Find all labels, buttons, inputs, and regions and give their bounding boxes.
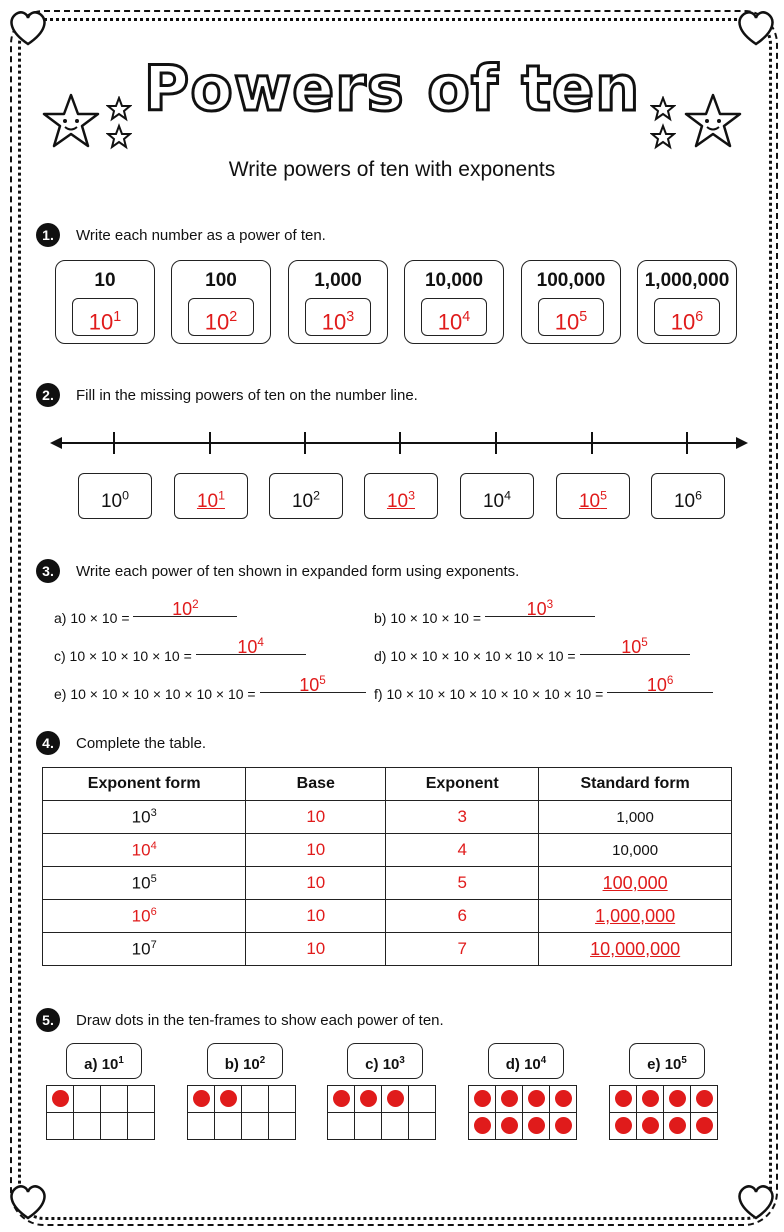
exponent-cell[interactable]: 7 <box>386 933 539 966</box>
standard-form-cell[interactable]: 10,000,000 <box>539 933 732 966</box>
ten-frame-cell[interactable] <box>496 1086 523 1113</box>
power-answer-box[interactable]: $10^6$ <box>654 298 720 336</box>
ten-frame-cell[interactable] <box>355 1086 382 1113</box>
ten-frame-cell[interactable] <box>496 1113 523 1140</box>
ten-frame-cell[interactable] <box>47 1086 74 1113</box>
ten-frame-cell[interactable] <box>128 1113 155 1140</box>
ten-frame-label: b) $10^2$ <box>207 1043 283 1079</box>
ten-frame-cell[interactable] <box>188 1113 215 1140</box>
ten-frame-cell[interactable] <box>242 1113 269 1140</box>
number-card <box>521 260 621 344</box>
number-line-box: $10^2$ <box>269 473 343 519</box>
question-number: 5. <box>36 1008 60 1032</box>
question-text: Write each power of ten shown in expanded form using exponents. <box>76 563 520 580</box>
ten-frame-cell[interactable] <box>382 1086 409 1113</box>
answer-blank[interactable]: $10^4$ <box>196 636 306 655</box>
number-card <box>404 260 504 344</box>
ten-frame <box>468 1085 577 1140</box>
table-header: Exponent form <box>43 768 246 801</box>
exponent-form-cell: $10^3$ <box>43 801 246 834</box>
red-dot <box>474 1090 491 1107</box>
table-row <box>43 834 732 867</box>
ten-frame-cell[interactable] <box>610 1086 637 1113</box>
base-cell[interactable]: 10 <box>246 801 386 834</box>
ten-frame-cell[interactable] <box>328 1113 355 1140</box>
question-text: Fill in the missing powers of ten on the number line. <box>76 387 418 404</box>
table-row <box>43 867 732 900</box>
ten-frame-cell[interactable] <box>215 1113 242 1140</box>
expanded-form-item <box>374 598 595 626</box>
ten-frame-cell[interactable] <box>128 1086 155 1113</box>
number-line-box[interactable]: $10^3$ <box>364 473 438 519</box>
ten-frame-cell[interactable] <box>691 1113 718 1140</box>
ten-frame-cell[interactable] <box>215 1086 242 1113</box>
number-card <box>637 260 737 344</box>
red-dot <box>474 1117 491 1134</box>
standard-number: 1,000,000 <box>644 270 730 291</box>
standard-form-cell: 10,000 <box>539 834 732 867</box>
page-title: Powers of ten <box>143 52 641 125</box>
power-answer-box[interactable]: $10^1$ <box>72 298 138 336</box>
question-text: Write each number as a power of ten. <box>76 227 326 244</box>
power-answer-box[interactable]: $10^2$ <box>188 298 254 336</box>
exponent-cell[interactable]: 5 <box>386 867 539 900</box>
heart-icon <box>734 8 778 48</box>
standard-form-cell: 1,000 <box>539 801 732 834</box>
standard-form-cell[interactable]: 1,000,000 <box>539 900 732 933</box>
ten-frame-cell[interactable] <box>637 1086 664 1113</box>
number-line-box: $10^6$ <box>651 473 725 519</box>
red-dot <box>669 1090 686 1107</box>
exponent-form-cell: $10^5$ <box>43 867 246 900</box>
expanded-form-prompt: e) 10 × 10 × 10 × 10 × 10 × 10 = <box>54 686 260 702</box>
question-number: 1. <box>36 223 60 247</box>
exponent-form-cell[interactable]: $10^4$ <box>43 834 246 867</box>
base-cell[interactable]: 10 <box>246 867 386 900</box>
question-text: Complete the table. <box>76 735 207 752</box>
number-line-box[interactable]: $10^5$ <box>556 473 630 519</box>
red-dot <box>220 1090 237 1107</box>
standard-number: 100,000 <box>536 270 606 291</box>
red-dot <box>555 1117 572 1134</box>
power-answer-box[interactable]: $10^4$ <box>421 298 487 336</box>
red-dot <box>669 1117 686 1134</box>
table-header: Base <box>246 768 386 801</box>
red-dot <box>642 1090 659 1107</box>
answer-blank[interactable]: $10^6$ <box>607 674 713 693</box>
base-cell[interactable]: 10 <box>246 900 386 933</box>
red-dot <box>52 1090 69 1107</box>
ten-frame-cell[interactable] <box>523 1113 550 1140</box>
base-cell[interactable]: 10 <box>246 834 386 867</box>
ten-frame-cell[interactable] <box>188 1086 215 1113</box>
heart-icon <box>6 1182 50 1222</box>
ten-frame-cell[interactable] <box>637 1113 664 1140</box>
ten-frame-cell[interactable] <box>328 1086 355 1113</box>
ten-frame-cell[interactable] <box>101 1086 128 1113</box>
ten-frame-cell[interactable] <box>550 1086 577 1113</box>
number-line-box: $10^4$ <box>460 473 534 519</box>
table-row <box>43 933 732 966</box>
ten-frame-cell[interactable] <box>523 1086 550 1113</box>
ten-frame-label: e) $10^5$ <box>629 1043 705 1079</box>
heart-icon <box>734 1182 778 1222</box>
table-row <box>43 801 732 834</box>
ten-frame-cell[interactable] <box>469 1086 496 1113</box>
number-line <box>50 430 750 456</box>
power-answer-box[interactable]: $10^3$ <box>305 298 371 336</box>
ten-frame-cell[interactable] <box>664 1086 691 1113</box>
ten-frame-cell[interactable] <box>101 1113 128 1140</box>
question-number: 4. <box>36 731 60 755</box>
ten-frame-cell[interactable] <box>242 1086 269 1113</box>
number-line-box: $10^0$ <box>78 473 152 519</box>
expanded-form-item <box>374 636 690 664</box>
ten-frame-cell[interactable] <box>269 1113 296 1140</box>
table-header: Exponent <box>386 768 539 801</box>
exponent-form-cell[interactable]: $10^6$ <box>43 900 246 933</box>
ten-frame <box>609 1085 718 1140</box>
red-dot <box>501 1117 518 1134</box>
expanded-form-prompt: a) 10 × 10 = <box>54 610 134 626</box>
ten-frame-cell[interactable] <box>610 1113 637 1140</box>
ten-frame-cell[interactable] <box>47 1113 74 1140</box>
ten-frame-label: d) $10^4$ <box>488 1043 564 1079</box>
expanded-form-prompt: c) 10 × 10 × 10 × 10 = <box>54 648 196 664</box>
red-dot <box>555 1090 572 1107</box>
red-dot <box>360 1090 377 1107</box>
ten-frame-cell[interactable] <box>691 1086 718 1113</box>
expanded-form-item <box>374 674 713 702</box>
question-text: Draw dots in the ten-frames to show each power of ten. <box>76 1012 444 1029</box>
ten-frame-cell[interactable] <box>74 1113 101 1140</box>
red-dot <box>501 1090 518 1107</box>
heart-icon <box>6 8 50 48</box>
number-line-box[interactable]: $10^1$ <box>174 473 248 519</box>
table-header: Standard form <box>539 768 732 801</box>
expanded-form-prompt: d) 10 × 10 × 10 × 10 × 10 × 10 = <box>374 648 580 664</box>
number-card <box>288 260 388 344</box>
power-answer-box[interactable]: $10^5$ <box>538 298 604 336</box>
page-subtitle: Write powers of ten with exponents <box>228 158 556 181</box>
answer-blank[interactable]: $10^5$ <box>580 636 690 655</box>
standard-number: 10 <box>94 270 116 291</box>
ten-frame-label: c) $10^3$ <box>347 1043 423 1079</box>
ten-frame-cell[interactable] <box>382 1113 409 1140</box>
ten-frame <box>327 1085 436 1140</box>
ten-frame-label: a) $10^1$ <box>66 1043 142 1079</box>
ten-frame <box>46 1085 155 1140</box>
ten-frame-cell[interactable] <box>409 1086 436 1113</box>
standard-number: 100 <box>205 270 237 291</box>
exponent-form-cell: $10^7$ <box>43 933 246 966</box>
red-dot <box>387 1090 404 1107</box>
red-dot <box>333 1090 350 1107</box>
ten-frame-cell[interactable] <box>74 1086 101 1113</box>
answer-blank[interactable]: $10^3$ <box>485 598 595 617</box>
question-number: 3. <box>36 559 60 583</box>
ten-frame <box>187 1085 296 1140</box>
expanded-form-prompt: b) 10 × 10 × 10 = <box>374 610 485 626</box>
standard-number: 10,000 <box>424 270 484 291</box>
exponent-cell[interactable]: 4 <box>386 834 539 867</box>
number-card <box>55 260 155 344</box>
expanded-form-prompt: f) 10 × 10 × 10 × 10 × 10 × 10 × 10 = <box>374 686 608 702</box>
red-dot <box>528 1090 545 1107</box>
exponent-cell[interactable]: 6 <box>386 900 539 933</box>
answer-blank[interactable]: $10^5$ <box>260 674 366 693</box>
ten-frame-cell[interactable] <box>269 1086 296 1113</box>
expanded-form-item <box>54 674 366 702</box>
red-dot <box>615 1090 632 1107</box>
ten-frame-cell[interactable] <box>664 1113 691 1140</box>
ten-frame-cell[interactable] <box>550 1113 577 1140</box>
red-dot <box>615 1117 632 1134</box>
ten-frame-cell[interactable] <box>469 1113 496 1140</box>
ten-frame-cell[interactable] <box>355 1113 382 1140</box>
table-row <box>43 900 732 933</box>
expanded-form-item <box>54 636 306 664</box>
answer-blank[interactable]: $10^2$ <box>133 598 237 617</box>
number-card <box>171 260 271 344</box>
red-dot <box>696 1117 713 1134</box>
base-cell[interactable]: 10 <box>246 933 386 966</box>
ten-frame-cell[interactable] <box>409 1113 436 1140</box>
question-number: 2. <box>36 383 60 407</box>
red-dot <box>642 1117 659 1134</box>
standard-form-cell[interactable]: 100,000 <box>539 867 732 900</box>
expanded-form-item <box>54 598 237 626</box>
red-dot <box>193 1090 210 1107</box>
powers-table <box>42 767 732 966</box>
red-dot <box>528 1117 545 1134</box>
exponent-cell[interactable]: 3 <box>386 801 539 834</box>
standard-number: 1,000 <box>314 270 362 291</box>
red-dot <box>696 1090 713 1107</box>
